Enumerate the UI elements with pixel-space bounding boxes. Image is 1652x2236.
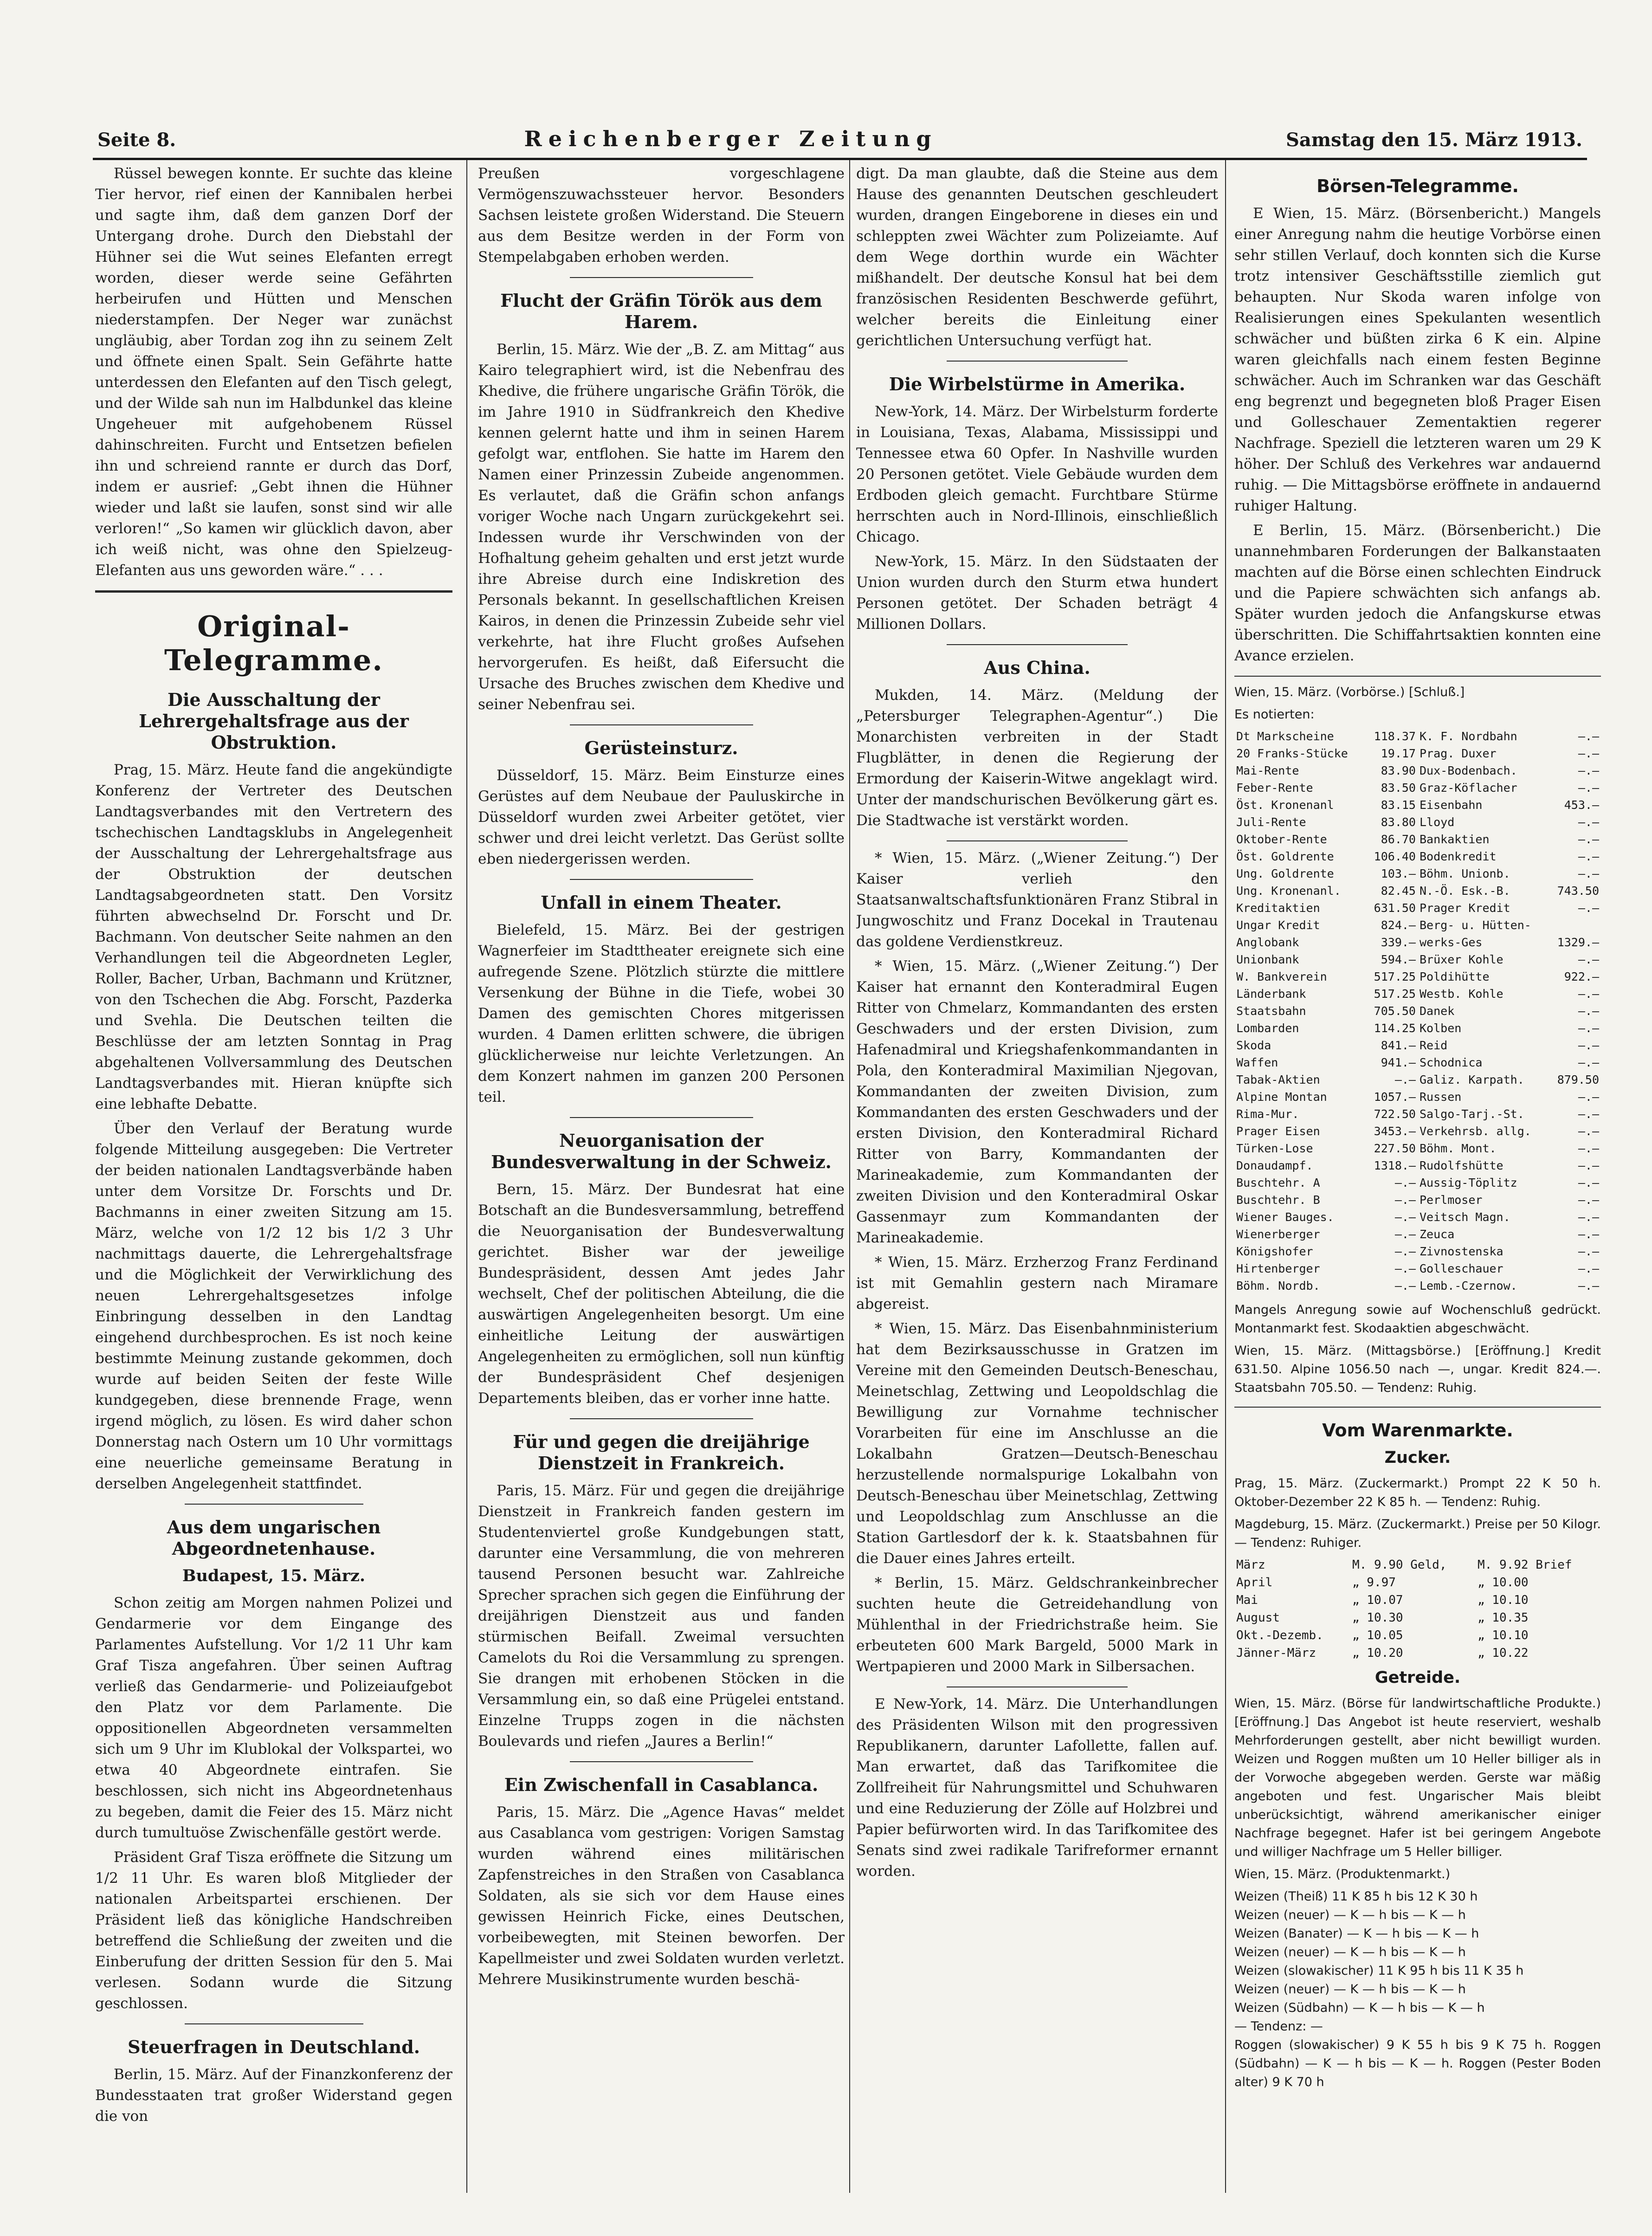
kurs-cell: Rudolfshütte xyxy=(1419,1159,1504,1172)
article-rule xyxy=(570,277,753,278)
kurs-cell: Poldihütte xyxy=(1419,970,1490,983)
column-2 xyxy=(478,163,845,2187)
kurs-cell: 83.80 xyxy=(1381,815,1416,829)
kurs-cell: —.— xyxy=(1578,1193,1599,1207)
kurs-row xyxy=(1234,1208,1601,1226)
column-4 xyxy=(1234,163,1601,2187)
kurs-row xyxy=(1234,1088,1601,1105)
zucker-cell: August xyxy=(1236,1611,1280,1625)
article-text: digt. Da man glaubte, daß die Steine aus dem Hause des genannten Deutschen geschleudert wurden, drangen Eingeborene in dieses ein und schleppten zwei Wächter zum Polizeiamte. Auf dem Wege dorthin wurde ein Wächter mißhandelt. Der deutsche Konsul hat bei dem französischen Residenten Beschwerde geführt, welcher bereits die Einleitung einer gerichtlichen Untersuchung verfügt hat. xyxy=(856,165,1218,349)
kurs-row xyxy=(1234,831,1601,848)
kurs-cell: 743.50 xyxy=(1557,884,1599,898)
article-rule xyxy=(947,361,1128,362)
masthead xyxy=(97,126,1582,156)
kurs-cell: —.— xyxy=(1394,1073,1416,1086)
zucker-cell: „ 10.30 xyxy=(1352,1611,1403,1625)
kurs-cell: Galiz. Karpath. xyxy=(1419,1073,1524,1086)
zucker-cell: „ 9.97 xyxy=(1352,1576,1396,1590)
kurs-cell: Böhm. Mont. xyxy=(1419,1142,1497,1155)
newspaper-title: Reichenberger Zeitung xyxy=(524,126,938,151)
boersen-bericht: E Berlin, 15. März. (Börsenbericht.) Die unannehmbaren Forderungen der Balkanstaaten machten auf die Börse einen schlechten Eindruck und die Papiere schwächten sich anfangs ab. Später wurden jedoch die Anfangskurse etwas überschritten. Die Schiffahrtsaktien konnten eine Avance erzielen. xyxy=(1234,522,1601,664)
kurs-cell: Unionbank xyxy=(1236,953,1299,966)
zucker-cell: „ 10.22 xyxy=(1477,1646,1529,1660)
kurs-table-title: Wien, 15. März. (Vorbörse.) [Schluß.] xyxy=(1234,685,1465,699)
kurs-cell: —.— xyxy=(1578,764,1599,777)
kurs-cell: Oktober-Rente xyxy=(1236,833,1327,846)
kurs-cell: 19.17 xyxy=(1381,747,1416,760)
kurs-cell: 339.— xyxy=(1381,936,1416,949)
zucker-row xyxy=(1234,1627,1601,1644)
kurs-cell: Golleschauer xyxy=(1419,1262,1504,1275)
article-text: New-York, 15. März. In den Südstaaten der Union wurden durch den Sturm etwa hundert Personen getötet. Der Schaden beträgt 4 Millionen Dollars. xyxy=(856,553,1218,633)
article-title: Aus China. xyxy=(984,657,1091,678)
getreide-line: Roggen (slowakischer) 9 K 55 h bis 9 K 75 h. Roggen (Südbahn) — K — h bis — K — h. Roggen (Pester Boden alter) 9 K 70 h xyxy=(1234,2038,1601,2089)
zucker-row xyxy=(1234,1609,1601,1627)
getreide-line: — Tendenz: — xyxy=(1234,2019,1323,2034)
kurs-cell: 705.50 xyxy=(1374,1004,1416,1018)
kurs-cell: Aussig-Töplitz xyxy=(1419,1176,1517,1189)
article-text: Bern, 15. März. Der Bundesrat hat eine Botschaft an die Bundesversammlung, betreffend die Neuorganisation der Bundesverwaltung gerichtet. Bisher war der jeweilige Bundespräsident, dessen Amt jedes Jahr wechselt, Chef der politischen Abteilung, die die auswärtigen Angelegenheiten besorgt. Um eine einheitliche Leitung der auswärtigen Angelegenheiten zu ermöglichen, soll nun künftig der Bundespräsident Chef desjenigen Departements bleiben, das er vorher inne hatte. xyxy=(478,1181,845,1407)
zucker-cell: „ 10.05 xyxy=(1352,1629,1403,1642)
kurs-cell: 631.50 xyxy=(1374,901,1416,915)
kurs-cell: Türken-Lose xyxy=(1236,1142,1313,1155)
kurs-cell: Tabak-Aktien xyxy=(1236,1073,1320,1086)
kurs-cell: Prager Kredit xyxy=(1419,901,1510,915)
kurs-cell: —.— xyxy=(1394,1193,1416,1207)
kurs-row xyxy=(1234,951,1601,968)
kurs-row xyxy=(1234,814,1601,831)
kurs-cell: Waffen xyxy=(1236,1056,1278,1069)
kurs-row xyxy=(1234,1191,1601,1208)
kurs-cell: K. F. Nordbahn xyxy=(1419,730,1517,743)
kurs-row xyxy=(1234,1105,1601,1123)
kurs-row xyxy=(1234,985,1601,1002)
getreide-bericht: Wien, 15. März. (Produktenmarkt.) xyxy=(1234,1867,1451,1881)
kurs-cell: —.— xyxy=(1578,1279,1599,1292)
kurs-row xyxy=(1234,779,1601,796)
article-text: Berlin, 15. März. Wie der „B. Z. am Mittag“ aus Kairo telegraphiert wird, ist die Nebenfrau des Khedive, die frühere ungarische Gräfin Török, die im Jahre 1910 in Südfrankreich den Khedive kennen gelernt hatte und ihm in seinen Harem gefolgt war, entflohen. Sie hatte im Harem den Namen einer Prinzessin Zubeide angenommen. Es verlautet, daß die Gräfin schon anfangs voriger Woche nach Ungarn zurückgekehrt sei. Indessen wurde ihr Verschwinden von der Hofhaltung geheim gehalten und erst jetzt wurde ihre Abreise durch eine Indiskretion des Personals bekannt. In gesellschaftlichen Kreisen Kairos, in denen die Prinzessin Zubeide sehr viel verkehrte, hat ihre Flucht großes Aufsehen hervorgerufen. Es heißt, daß Eifersucht die Ursache des Bruches zwischen dem Khedive und seiner Nebenfrau sei. xyxy=(478,341,845,713)
kurs-cell: Lombarden xyxy=(1236,1021,1299,1035)
zucker-cell: „ 10.10 xyxy=(1477,1629,1529,1642)
article-text: Bielefeld, 15. März. Bei der gestrigen Wagnerfeier im Stadttheater ereignete sich eine aufregende Szene. Plötzlich stürzte die mittlere Versenkung der Bühne in die Tiefe, wobei 30 Damen des gemischten Chores mitgerissen wurden. 4 Damen erlitten schwere, die übrigen glücklicherweise nur leichte Verletzungen. An dem Konzert nahmen im ganzen 200 Personen teil. xyxy=(478,922,845,1105)
article-text: Prag, 15. März. Heute fand die angekündigte Konferenz der Vertreter des Deutschen Landtagsverbandes mit den Vertretern des tschechischen Landtagsklubs in Angelegenheit der Ausschaltung der Lehrergehaltsfrage aus der Obstruktion der deutschen Landtagsabgeordneten statt. Den Vorsitz führten abwechselnd Dr. Forscht und Dr. Bachmann. Von deutscher Seite nahmen an den Verhandlungen teil die Abgeordneten Legler, Roller, Bacher, Urban, Bachmann und Krützner, von den Tschechen die Abg. Forscht, Pazderka und Svehla. Die Deutschen teilten die Beschlüsse der am letzten Sonntag in Prag abgehaltenen Vollversammlung des Deutschen Landtagsverbandes mit. Hieran knüpfte sich eine lebhafte Debatte. xyxy=(95,762,452,1112)
kurs-cell: Perlmoser xyxy=(1419,1193,1483,1207)
kurs-cell: Zivnostenska xyxy=(1419,1245,1504,1258)
kurs-cell: —.— xyxy=(1578,1142,1599,1155)
kurs-cell: 517.25 xyxy=(1374,987,1416,1001)
article-rule xyxy=(185,1504,363,1505)
article-text: Paris, 15. März. Für und gegen die dreijährige Dienstzeit in Frankreich fanden gestern im Studentenviertel große Kundgebungen statt, darunter eine Versammlung, die von mehreren tausend Personen besucht war. Zahlreiche Sprecher sprachen sich gegen die Einführung der dreijährigen Dienstzeit aus und fanden stürmischen Beifall. Zweimal versuchten Camelots du Roi die Versammlung zu sprengen. Sie drangen mit erhobenen Stöcken in die Versammlung ein, so daß eine Prügelei entstand. Einzelne Trupps zogen in die nächsten Boulevards und riefen „Jaures a Berlin!“ xyxy=(478,1482,845,1750)
kurs-row xyxy=(1234,1071,1601,1088)
kurs-cell: 941.— xyxy=(1381,1056,1416,1069)
kurs-cell: —.— xyxy=(1394,1279,1416,1292)
kurs-row xyxy=(1234,1002,1601,1020)
zucker-cell: Jänner-März xyxy=(1236,1646,1316,1660)
kurs-row xyxy=(1234,1054,1601,1071)
zucker-cell: M. 9.90 Geld, xyxy=(1352,1558,1447,1572)
article-rule xyxy=(570,724,753,725)
column-divider xyxy=(1225,160,1226,2193)
article-rule xyxy=(947,644,1128,645)
kurs-row xyxy=(1234,1140,1601,1157)
kurs-cell: Wienerberger xyxy=(1236,1228,1320,1241)
subsection-title-getreide: Getreide. xyxy=(1375,1668,1461,1687)
kurs-cell: Dux-Bodenbach. xyxy=(1419,764,1517,777)
article-title: Die Ausschaltung der Lehrergehaltsfrage aus der Obstruktion. xyxy=(139,689,409,753)
kurs-cell: Kreditaktien xyxy=(1236,901,1320,915)
article-text: Präsident Graf Tisza eröffnete die Sitzung um 1/2 11 Uhr. Es waren bloß Mitglieder der nationalen Arbeitspartei erschienen. Der Präsident ließ das königliche Handschreiben betreffend die Schließung der zweiten und die Einberufung der dritten Session für den 5. Mai verlesen. Sodann wurde die Sitzung geschlossen. xyxy=(95,1849,452,2012)
kurs-row xyxy=(1234,1157,1601,1174)
kurs-cell: Juli-Rente xyxy=(1236,815,1306,829)
zucker-row xyxy=(1234,1591,1601,1609)
kurs-cell: Staatsbahn xyxy=(1236,1004,1306,1018)
kurs-cell: 103.— xyxy=(1381,867,1416,880)
kurs-cell: Veitsch Magn. xyxy=(1419,1210,1510,1224)
kurs-cell: N.-Ö. Esk.-B. xyxy=(1419,884,1510,898)
kurs-row xyxy=(1234,1260,1601,1277)
getreide-list xyxy=(1234,1887,1601,2092)
kurs-cell: Alpine Montan xyxy=(1236,1090,1327,1104)
kurs-cell: —.— xyxy=(1394,1245,1416,1258)
kurs-cell: —.— xyxy=(1578,730,1599,743)
kurs-cell: —.— xyxy=(1394,1262,1416,1275)
kurs-cell: Westb. Kohle xyxy=(1419,987,1504,1001)
kurs-row xyxy=(1234,762,1601,779)
kurs-cell: Donaudampf. xyxy=(1236,1159,1313,1172)
article-text: Mukden, 14. März. (Meldung der „Petersburger Telegraphen-Agentur“.) Die Monarchisten verbreiten in der Stadt Flugblätter, in denen die Regierung der Ermordung der Kaiserin-Witwe angeklagt wird. Unter der mandschurischen Bevölkerung gärt es. Die Stadtwache ist verstärkt worden. xyxy=(856,687,1218,829)
kurs-row xyxy=(1234,899,1601,917)
kurs-cell: —.— xyxy=(1578,1090,1599,1104)
kurs-cell: 922.— xyxy=(1564,970,1599,983)
boersen-note: Wien, 15. März. (Mittagsbörse.) [Eröffnung.] Kredit 631.50. Alpine 1056.50 nach —, ungar. Kredit 824.—. Staatsbahn 705.50. — Tendenz: Ruhig. xyxy=(1234,1344,1601,1395)
kurs-cell: 3453.— xyxy=(1374,1124,1416,1138)
feuilleton-end: Rüssel bewegen konnte. Er suchte das kleine Tier hervor, rief einen der Kannibalen herbei und sagte ihm, daß dem ganzen Dorf der Untergang drohe. Durch den Diebstahl der Hühner sei die Wut seines Elefanten erregt worden, dieser werde seine Gefährten herbeirufen und Hütten und Menschen niederstampfen. Der Neger war zunächst ungläubig, aber Tordan zog ihn zu seinem Zelt und öffnete einen Spalt. Sein Gefährte hatte unterdessen den Elefanten auf den Tisch gelegt, und der Wilde sah nun im Halbdunkel das kleine Ungeheuer mit aufgehobenem Rüssel dahinschreiten. Furcht und Entsetzen befielen ihn und schreiend rannte er durch das Dorf, indem er ausrief: „Gebt ihnen die Hühner wieder und laßt sie laufen, sonst sind wir alle verloren!“ „So kamen wir glücklich davon, aber ich weiß nicht, was ohne den Spielzeug-Elefanten aus uns geworden wäre.“ . . . xyxy=(95,165,452,579)
kurs-cell: Länderbank xyxy=(1236,987,1306,1001)
kurs-cell: Öst. Goldrente xyxy=(1236,850,1334,863)
kurs-cell: —.— xyxy=(1578,815,1599,829)
issue-date: Samstag den 15. März 1913. xyxy=(1285,129,1582,151)
zucker-row xyxy=(1234,1644,1601,1662)
zucker-row xyxy=(1234,1574,1601,1591)
kurs-row xyxy=(1234,1174,1601,1191)
kurs-cell: Kolben xyxy=(1419,1021,1462,1035)
column-divider xyxy=(466,160,467,2193)
zucker-row xyxy=(1234,1556,1601,1574)
kurs-cell: Prag. Duxer xyxy=(1419,747,1497,760)
zucker-cell: Mai xyxy=(1236,1593,1258,1607)
kurs-cell: —.— xyxy=(1578,833,1599,846)
article-title: Neuorganisation der Bundesverwaltung in der Schweiz. xyxy=(491,1130,832,1172)
kurs-row xyxy=(1234,1277,1601,1294)
article-title: Flucht der Gräfin Török aus dem Harem. xyxy=(500,290,822,332)
getreide-line: Weizen (neuer) — K — h bis — K — h xyxy=(1234,1908,1466,1922)
kurs-cell: —.— xyxy=(1578,1039,1599,1052)
kurs-cell: —.— xyxy=(1578,1262,1599,1275)
kurs-cell: —.— xyxy=(1394,1228,1416,1241)
news-item: E New-York, 14. März. Die Unterhandlungen des Präsidenten Wilson mit den progressiven Republikanern, darunter Lafollette, fallen auf. Man erwartet, daß das Tarifkomitee die Zollfreiheit für Nahrungsmittel und Schuhwaren und eine Reduzierung der Zölle auf Holzbrei und Papier befürworten wird. In das Tarifkomitee des Senats sind zwei radikale Tarifreformer ernannt worden. xyxy=(856,1696,1218,1880)
kurs-cell: 1318.— xyxy=(1374,1159,1416,1172)
article-title: Gerüsteinsturz. xyxy=(584,737,738,758)
zucker-bericht: Magdeburg, 15. März. (Zuckermarkt.) Preise per 50 Kilogr. — Tendenz: Ruhiger. xyxy=(1234,1517,1601,1550)
kurs-cell: —.— xyxy=(1578,953,1599,966)
kurs-cell: —.— xyxy=(1578,1056,1599,1069)
kurs-cell: 83.90 xyxy=(1381,764,1416,777)
column-1 xyxy=(95,163,452,2187)
kurs-cell: —.— xyxy=(1578,1021,1599,1035)
kurs-cell: Ungar Kredit xyxy=(1236,918,1320,932)
zucker-cell: Okt.-Dezemb. xyxy=(1236,1629,1323,1642)
kurs-cell: 453.— xyxy=(1564,798,1599,812)
kurs-cell: Buschtehr. A xyxy=(1236,1176,1320,1189)
kurs-cell: —.— xyxy=(1578,867,1599,880)
article-title: Aus dem ungarischen Abgeordnetenhause. xyxy=(167,1517,381,1559)
kurs-cell xyxy=(1549,917,1601,934)
article-text: Berlin, 15. März. Auf der Finanzkonferenz der Bundesstaaten trat großer Widerstand gegen die von xyxy=(95,2066,452,2125)
kurs-cell: Prager Eisen xyxy=(1236,1124,1320,1138)
kurs-cell: Ung. Goldrente xyxy=(1236,867,1334,880)
kurs-cell: 517.25 xyxy=(1374,970,1416,983)
getreide-line: Weizen (slowakischer) 11 K 95 h bis 11 K 35 h xyxy=(1234,1964,1524,1978)
kurs-cell: Danek xyxy=(1419,1004,1455,1018)
column-divider xyxy=(849,160,850,2193)
article-rule xyxy=(1234,676,1601,677)
kurs-cell: Dt Markscheine xyxy=(1236,730,1334,743)
kurs-cell: 118.37 xyxy=(1374,730,1416,743)
article-dateline: Budapest, 15. März. xyxy=(182,1566,366,1585)
article-text: Schon zeitig am Morgen nahmen Polizei und Gendarmerie vor dem Eingange des Parlamentes Aufstellung. Vor 1/2 11 Uhr kam Graf Tisza angefahren. Über seinen Auftrag verließ das Gendarmerie- und Polizeiaufgebot den Platz vor dem Parlamente. Die oppositionellen Abgeordneten versammelten sich um 9 Uhr im Klublokal der Volkspartei, wo etwa 40 Abgeordnete eintrafen. Sie beschlossen, sich nicht ins Abgeordnetenhaus zu begeben, damit die Feier des 15. März nicht durch tumultuöse Zwischenfälle gestört werde. xyxy=(95,1595,452,1841)
zucker-bericht: Prag, 15. März. (Zuckermarkt.) Prompt 22 K 50 h. Oktober-Dezember 22 K 85 h. — Tendenz: Ruhig. xyxy=(1234,1476,1601,1509)
page-number: Seite 8. xyxy=(97,129,176,151)
kurs-row xyxy=(1234,745,1601,762)
kurs-row xyxy=(1234,1226,1601,1243)
zucker-cell: „ 10.35 xyxy=(1477,1611,1529,1625)
kurs-cell: Eisenbahn xyxy=(1419,798,1483,812)
news-item: * Wien, 15. März. Das Eisenbahnministerium hat dem Bezirksausschusse in Gratzen im Vereine mit den Gemeinden Deutsch-Beneschau, Meinetschlag, Zettwing und Leopoldschlag die Bewilligung zur Vornahme technischer Vorarbeiten für eine im Anschlusse an die Lokalbahn Gratzen—Deutsch-Beneschau herzustellende normalspurige Lokalbahn von Deutsch-Beneschau über Meinetschlag, Zettwing und Leopoldschlag zum Anschlusse an die Station Gartlesdorf der k. k. Staatsbahnen für die Dauer eines Jahres erteilt. xyxy=(856,1320,1218,1567)
kurs-cell: —.— xyxy=(1578,1210,1599,1224)
kurs-cell: 86.70 xyxy=(1381,833,1416,846)
zucker-cell: „ 10.10 xyxy=(1477,1593,1529,1607)
kurs-cell: werks-Ges xyxy=(1419,936,1483,949)
kurs-cell: Anglobank xyxy=(1236,936,1299,949)
zucker-cell: „ 10.20 xyxy=(1352,1646,1403,1660)
article-title: Ein Zwischenfall in Casablanca. xyxy=(504,1774,819,1795)
section-rule xyxy=(95,590,452,593)
kurs-cell: Mai-Rente xyxy=(1236,764,1299,777)
kurs-cell: 879.50 xyxy=(1557,1073,1599,1086)
news-item: * Wien, 15. März. („Wiener Zeitung.“) Der Kaiser hat ernannt den Konteradmiral Eugen Ritter von Chmelarz, Kommandanten des ersten Geschwaders und der ersten Division, zum Hafenadmiral und Kriegshafenkommandanten in Pola, den Konteradmiral Maximilian Njegovan, Kommandanten der zweiten Division, zum Kommandanten des ersten Geschwaders und der ersten Division, den Konteradmiral Richard Ritter von Barry, Kommandanten der Marineakademie, zum Kommandanten der zweiten Division und den Konteradmiral Oskar Gassenmayr zum Kommandanten der Marineakademie. xyxy=(856,958,1218,1246)
column-3 xyxy=(856,163,1218,2187)
getreide-line: Weizen (neuer) — K — h bis — K — h xyxy=(1234,1945,1466,1959)
kurs-cell: Lemb.-Czernow. xyxy=(1419,1279,1517,1292)
kurs-row xyxy=(1234,882,1601,899)
article-rule xyxy=(570,879,753,880)
article-text: Paris, 15. März. Die „Agence Havas“ meldet aus Casablanca vom gestrigen: Vorigen Samstag wurden während eines militärischen Zapfenstreiches in den Straßen von Casablanca Soldaten, als sie sich vor dem Hause eines gewissen Heinrich Ficke, eines Deutschen, vorbeibewegten, mit Steinen beworfen. Der Kapellmeister und zwei Soldaten wurden verletzt. Mehrere Musikinstrumente wurden beschä- xyxy=(478,1804,845,1988)
kurs-cell: Feber-Rente xyxy=(1236,781,1313,795)
kurs-cell: 841.— xyxy=(1381,1039,1416,1052)
kurs-row xyxy=(1234,1243,1601,1260)
section-title-telegramme: Original-Telegramme. xyxy=(164,609,383,677)
kurs-cell: —.— xyxy=(1578,850,1599,863)
article-rule xyxy=(185,2023,363,2024)
news-item: * Wien, 15. März. Erzherzog Franz Ferdinand ist mit Gemahlin gestern nach Miramare abgereist. xyxy=(856,1254,1218,1312)
kurs-cell: —.— xyxy=(1578,987,1599,1001)
news-item: * Berlin, 15. März. Geldschrankeinbrecher suchten heute die Getreidehandlung von Mühlenthal in der Friedrichstraße heim. Sie erbeuteten 600 Mark Bargeld, 5000 Mark in Wertpapieren und 2000 Mark in Silbersachen. xyxy=(856,1575,1218,1675)
kurs-cell: Bankaktien xyxy=(1419,833,1490,846)
getreide-line: Weizen (Banater) — K — h bis — K — h xyxy=(1234,1926,1479,1941)
kurs-cell: —.— xyxy=(1578,1004,1599,1018)
article-text: New-York, 14. März. Der Wirbelsturm forderte in Louisiana, Texas, Alabama, Mississippi und Tennessee etwa 60 Opfer. In Nashville wurden 20 Personen getötet. Viele Gebäude wurden dem Erdboden gleich gemacht. Furchtbare Stürme herrschten auch in Nord-Illinois, einschließlich Chicago. xyxy=(856,403,1218,545)
kurs-row xyxy=(1234,1020,1601,1037)
kurs-cell: 594.— xyxy=(1381,953,1416,966)
kurs-cell: Brüxer Kohle xyxy=(1419,953,1504,966)
article-rule xyxy=(1234,1407,1601,1408)
article-rule xyxy=(570,1117,753,1118)
zucker-cell: April xyxy=(1236,1576,1273,1590)
kurs-cell: Schodnica xyxy=(1419,1056,1483,1069)
kurs-cell: 824.— xyxy=(1381,918,1416,932)
header-rule xyxy=(93,158,1587,160)
kurs-row xyxy=(1234,728,1601,745)
kurs-table-subtitle: Es notierten: xyxy=(1234,707,1315,722)
kurs-cell: 83.50 xyxy=(1381,781,1416,795)
article-title: Steuerfragen in Deutschland. xyxy=(128,2036,420,2057)
kurs-row xyxy=(1234,848,1601,865)
article-rule xyxy=(570,1418,753,1419)
news-item: * Wien, 15. März. („Wiener Zeitung.“) Der Kaiser verlieh den Staatsanwaltschaftsfunktionären Franz Stibral in Jungwoschitz und Franz Docekal in Trautenau das goldene Verdienstkreuz. xyxy=(856,850,1218,950)
zucker-cell: M. 9.92 Brief xyxy=(1477,1558,1572,1572)
kurs-cell: —.— xyxy=(1578,781,1599,795)
kurs-cell: 20 Franks-Stücke xyxy=(1236,747,1348,760)
kurs-cell: Öst. Kronenanl xyxy=(1236,798,1334,812)
kurs-cell: Buschtehr. B xyxy=(1236,1193,1320,1207)
kurs-cell: Bodenkredit xyxy=(1419,850,1497,863)
boersen-note: Mangels Anregung sowie auf Wochenschluß gedrückt. Montanmarkt fest. Skodaaktien abgeschwächt. xyxy=(1234,1303,1601,1336)
kurs-cell: 82.45 xyxy=(1381,884,1416,898)
section-title-boerse: Börsen-Telegramme. xyxy=(1316,176,1519,196)
kurs-cell: Russen xyxy=(1419,1090,1462,1104)
kurs-cell: 83.15 xyxy=(1381,798,1416,812)
kurs-cell: Graz-Köflacher xyxy=(1419,781,1517,795)
getreide-line: Weizen (neuer) — K — h bis — K — h xyxy=(1234,1982,1466,1997)
article-text: Düsseldorf, 15. März. Beim Einsturze eines Gerüstes auf dem Neubaue der Pauluskirche in Düsseldorf wurden zwei Arbeiter getötet, vier schwer und drei leicht verletzt. Das Gerüst sollte eben niedergerissen werden. xyxy=(478,767,845,867)
kurs-cell: Skoda xyxy=(1236,1039,1271,1052)
kurs-cell: —.— xyxy=(1578,901,1599,915)
getreide-bericht: Wien, 15. März. (Börse für landwirtschaftliche Produkte.) [Eröffnung.] Das Angebot ist heute reserviert, weshalb Mehrforderungen gestellt, aber nicht bewilligt wurden. Weizen und Roggen mußten um 10 Heller billiger als in der Vorwoche abgegeben werden. Gerste war mäßig angeboten und fest. Ungarischer Mais bleibt unberücksichtigt, während amerikanischer einiger Nachfrage begegnet. Hafer ist bei geringem Angebote und williger Nachfrage um 5 Heller billiger. xyxy=(1234,1696,1601,1859)
article-rule xyxy=(570,1761,753,1762)
kurs-cell: Hirtenberger xyxy=(1236,1262,1320,1275)
zucker-cell: März xyxy=(1236,1558,1265,1572)
kurs-row xyxy=(1234,934,1601,951)
kurs-cell: —.— xyxy=(1578,1107,1599,1121)
article-rule xyxy=(947,840,1128,841)
subsection-title-zucker: Zucker. xyxy=(1384,1448,1451,1467)
kurs-cell: Zeuca xyxy=(1419,1228,1455,1241)
kurs-cell: Rima-Mur. xyxy=(1236,1107,1299,1121)
article-title: Die Wirbelstürme in Amerika. xyxy=(889,374,1186,394)
kurs-cell: Ung. Kronenanl. xyxy=(1236,884,1341,898)
kurs-cell: —.— xyxy=(1578,1159,1599,1172)
zucker-table xyxy=(1234,1556,1601,1662)
kurs-cell: Verkehrsb. allg. xyxy=(1419,1124,1531,1138)
kurs-cell: —.— xyxy=(1578,1228,1599,1241)
zucker-cell: „ 10.00 xyxy=(1477,1576,1529,1590)
kurs-row xyxy=(1234,1037,1601,1054)
kurs-cell: Wiener Bauges. xyxy=(1236,1210,1334,1224)
article-title: Unfall in einem Theater. xyxy=(541,892,782,913)
kurs-table xyxy=(1234,728,1601,1294)
kurs-cell: Königshofer xyxy=(1236,1245,1313,1258)
kurs-cell: —.— xyxy=(1578,1176,1599,1189)
kurs-row xyxy=(1234,917,1601,934)
kurs-cell: —.— xyxy=(1578,1245,1599,1258)
kurs-cell: 722.50 xyxy=(1374,1107,1416,1121)
article-title: Für und gegen die dreijährige Dienstzeit in Frankreich. xyxy=(513,1431,810,1473)
kurs-cell: 227.50 xyxy=(1374,1142,1416,1155)
article-text: Preußen vorgeschlagene Vermögenszuwachssteuer hervor. Besonders Sachsen leistete großen Widerstand. Die Steuern aus dem Besitze werden in der Form von Stempelabgaben erhoben werden. xyxy=(478,165,845,265)
kurs-cell: Böhm. Unionb. xyxy=(1419,867,1510,880)
getreide-line: Weizen (Theiß) 11 K 85 h bis 12 K 30 h xyxy=(1234,1889,1478,1904)
kurs-cell: Berg- u. Hütten- xyxy=(1419,918,1531,932)
kurs-cell: Reid xyxy=(1419,1039,1448,1052)
kurs-row xyxy=(1234,968,1601,985)
section-title-waren: Vom Warenmarkte. xyxy=(1322,1420,1513,1441)
kurs-cell: —.— xyxy=(1394,1210,1416,1224)
getreide-line: Weizen (Südbahn) — K — h bis — K — h xyxy=(1234,2001,1485,2015)
zucker-cell: „ 10.07 xyxy=(1352,1593,1403,1607)
kurs-cell: 106.40 xyxy=(1374,850,1416,863)
kurs-cell: —.— xyxy=(1578,1124,1599,1138)
kurs-cell: 114.25 xyxy=(1374,1021,1416,1035)
boersen-bericht: E Wien, 15. März. (Börsenbericht.) Mangels einer Anregung nahm die heutige Vorbörse einen sehr stillen Verlauf, doch konnten sich die Kurse trotz intensiver Geschäftsstille ziemlich gut behaupten. Nur Skoda waren infolge von Realisierungen eines Spekulanten wesentlich schwächer und büßten zirka 6 K ein. Alpine waren gleichfalls nach einem festen Beginne schwächer. Auch im Schranken war das Geschäft eng begrenzt und begegneten bloß Prager Eisen und Golleschauer Zementaktien regerer Nachfrage. Speziell die letzteren waren um 29 K höher. Der Schluß des Verkehres war andauernd ruhig. — Die Mittagsbörse eröffnete in andauernd ruhiger Haltung. xyxy=(1234,205,1601,514)
kurs-cell: 1329.— xyxy=(1557,936,1599,949)
kurs-cell: Lloyd xyxy=(1419,815,1455,829)
kurs-row xyxy=(1234,796,1601,814)
article-text: Über den Verlauf der Beratung wurde folgende Mitteilung ausgegeben: Die Vertreter der beiden nationalen Landtagsverbände haben unter dem Vorsitze Dr. Forschts und Dr. Bachmanns in einer zweiten Sitzung am 15. März, welche von 1/2 12 bis 1/2 3 Uhr nachmittags dauerte, die Lehrergehaltsfrage und die Möglichkeit der Verwirklichung des neuen Lehrergehaltsgesetzes infolge Einbringung desselben in den Landtag eingehend durchbesprochen. Es ist noch keine bestimmte Meinung zustande gekommen, doch wurde auf beiden Seiten der feste Wille kundgegeben, diese brennende Frage, wenn irgend möglich, zu lösen. Es wird daher schon Donnerstag nach Ostern um 10 Uhr vormittags eine neuerliche gemeinsame Beratung in derselben Angelegenheit stattfindet. xyxy=(95,1120,452,1492)
kurs-cell: —.— xyxy=(1394,1176,1416,1189)
kurs-row xyxy=(1234,865,1601,882)
kurs-cell: Salgo-Tarj.-St. xyxy=(1419,1107,1524,1121)
kurs-cell: —.— xyxy=(1578,747,1599,760)
kurs-cell: 1057.— xyxy=(1374,1090,1416,1104)
kurs-cell: Böhm. Nordb. xyxy=(1236,1279,1320,1292)
kurs-row xyxy=(1234,1123,1601,1140)
kurs-cell: W. Bankverein xyxy=(1236,970,1327,983)
